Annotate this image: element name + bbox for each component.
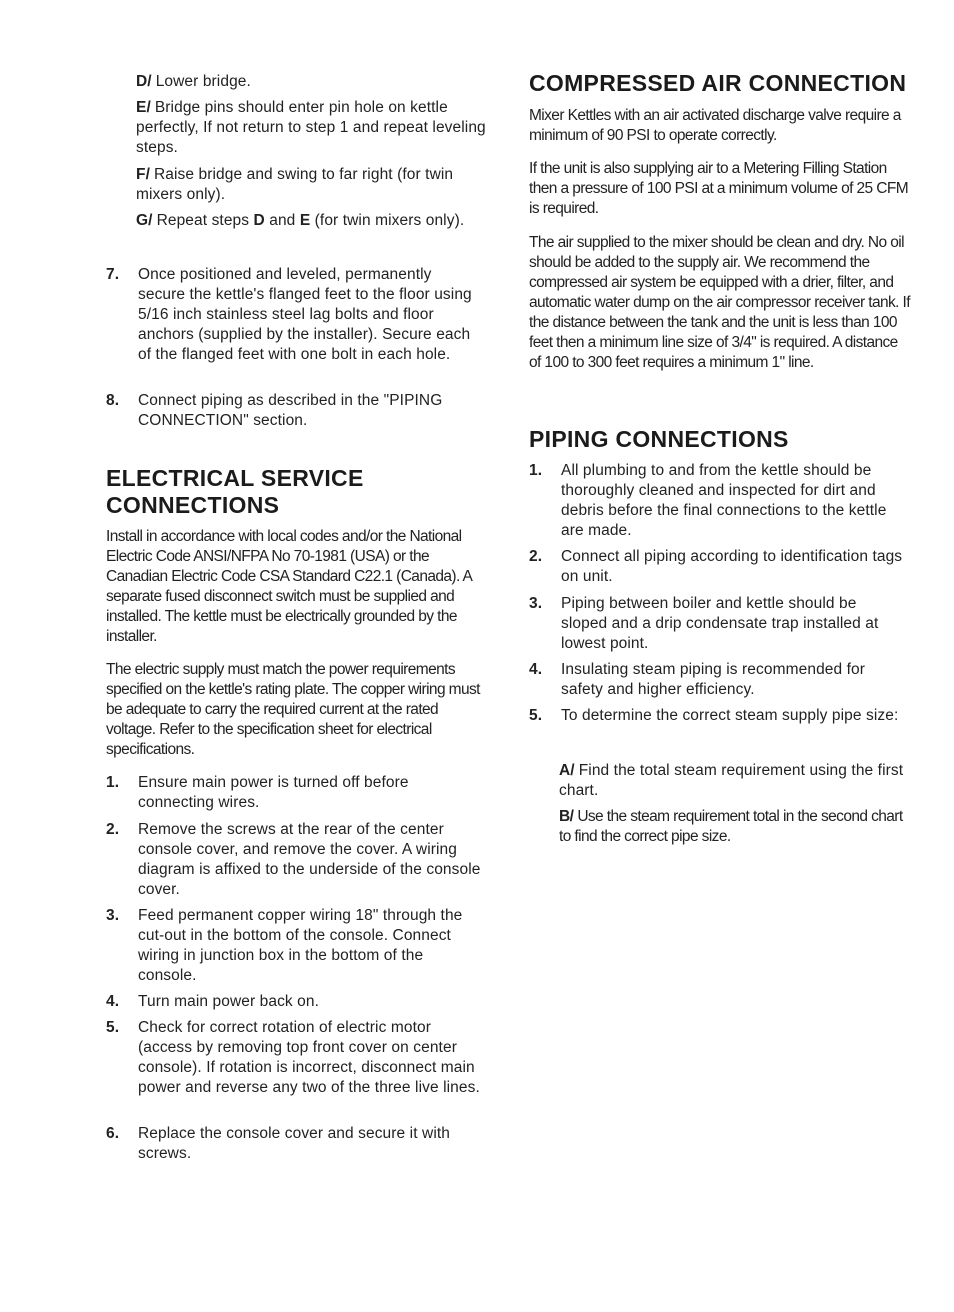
substep-text: Lower bridge. <box>155 73 251 90</box>
step-number: 4. <box>106 993 120 1010</box>
step-text: Ensure main power is turned off before connecting wires. <box>138 774 409 811</box>
substep-tag: F/ <box>136 166 150 183</box>
substep-tag: D/ <box>136 73 152 90</box>
electrical-paragraph-1: Install in accordance with local codes and/or the National Electric Code ANSI/NFPA No 70-1981 (USA) or the Canadian Electric Code CSA Standard C22.1 (Canada). A separate fused disconnect switch must be supplied and installed. The kettle must be electrically grounded by the installer. <box>106 528 472 645</box>
step-number: 5. <box>529 707 543 724</box>
substep-text: Raise bridge and swing to far right (for twin mixers only). <box>136 166 454 203</box>
step-number: 5. <box>106 1019 120 1036</box>
step-number: 3. <box>529 595 543 612</box>
piping-heading: PIPING CONNECTIONS <box>529 426 789 452</box>
piping-substep-b <box>559 807 911 847</box>
substep-tag: E/ <box>136 99 151 116</box>
substep-tag: B/ <box>559 808 574 825</box>
air-paragraph-3: The air supplied to the mixer should be clean and dry. No oil should be added to the supply air. We recommend the compressed air system be equipped with a drier, filter, and automatic water dump on the air compressor receiver tank. If the distance between the tank and the unit is less than 100 feet then a minimum line size of 3/4" is required. A distance of 100 to 300 feet requires a minimum 1" line. <box>529 234 910 371</box>
substep-tag: A/ <box>559 762 575 779</box>
step-text: Insulating steam piping is recommended for safety and higher efficiency. <box>561 661 866 698</box>
step-number: 8. <box>106 392 120 409</box>
step-text: All plumbing to and from the kettle should be thoroughly cleaned and inspected for dirt and debris before the final connections to the kettle are made. <box>561 462 887 539</box>
piping-substep-a <box>559 761 911 801</box>
step-number: 2. <box>106 821 120 838</box>
step-reference-d: D <box>253 212 265 229</box>
step-number: 3. <box>106 907 120 924</box>
air-paragraph-1: Mixer Kettles with an air activated discharge valve require a minimum of 90 PSI to operate correctly. <box>529 107 901 144</box>
step-number: 7. <box>106 266 120 283</box>
step-text: Remove the screws at the rear of the center console cover, and remove the cover. A wiring diagram is affixed to the underside of the console cover. <box>138 821 481 898</box>
step-text: Feed permanent copper wiring 18" through the cut-out in the bottom of the console. Connect wiring in junction box in the bottom of the console. <box>138 907 463 984</box>
step-text: Turn main power back on. <box>138 993 320 1010</box>
electrical-paragraph-2: The electric supply must match the power requirements specified on the kettle's rating plate. The copper wiring must be adequate to carry the required current at the rated voltage. Refer to the specification sheet for electrical specifications. <box>106 661 480 758</box>
step-text: Check for correct rotation of electric motor (access by removing top front cover on center console). If rotation is incorrect, disconnect main power and reverse any two of the three live lines. <box>138 1019 480 1096</box>
step-text: Connect all piping according to identification tags on unit. <box>561 548 903 585</box>
substep-text: Find the total steam requirement using the first chart. <box>559 762 904 799</box>
substep-text: and <box>264 212 300 229</box>
step-text: Connect piping as described in the "PIPING CONNECTION" section. <box>138 392 443 429</box>
electrical-heading: ELECTRICAL SERVICE CONNECTIONS <box>106 465 364 518</box>
substep-text: Use the steam requirement total in the second chart to find the correct pipe size. <box>559 808 903 845</box>
substep-text: Repeat steps <box>156 212 254 229</box>
step-text: Once positioned and leveled, permanently secure the kettle's flanged feet to the floor using 5/16 inch stainless steel lag bolts and floor anchors (supplied by the installer). Secure each of the flanged feet with one bolt in each hole. <box>138 266 472 363</box>
substep-f <box>136 165 488 205</box>
step-text: Piping between boiler and kettle should be sloped and a drip condensate trap installed at lowest point. <box>561 595 879 652</box>
step-number: 1. <box>529 462 543 479</box>
substep-e <box>136 98 488 158</box>
step-text: Replace the console cover and secure it with screws. <box>138 1125 450 1162</box>
substep-text: (for twin mixers only). <box>310 212 465 229</box>
step-reference-e: E <box>299 212 311 229</box>
step-number: 4. <box>529 661 543 678</box>
step-number: 6. <box>106 1125 120 1142</box>
air-paragraph-2: If the unit is also supplying air to a Metering Filling Station then a pressure of 100 PSI at a minimum volume of 25 CFM is required. <box>529 160 909 217</box>
substep-g <box>136 211 488 231</box>
step-number: 2. <box>529 548 543 565</box>
substep-d <box>136 72 488 92</box>
step-text: To determine the correct steam supply pipe size: <box>561 707 899 724</box>
compressed-air-heading: COMPRESSED AIR CONNECTION <box>529 70 907 96</box>
step-number: 1. <box>106 774 120 791</box>
substep-tag: G/ <box>136 212 153 229</box>
substep-text: Bridge pins should enter pin hole on kettle perfectly, If not return to step 1 and repeat leveling steps. <box>136 99 486 156</box>
